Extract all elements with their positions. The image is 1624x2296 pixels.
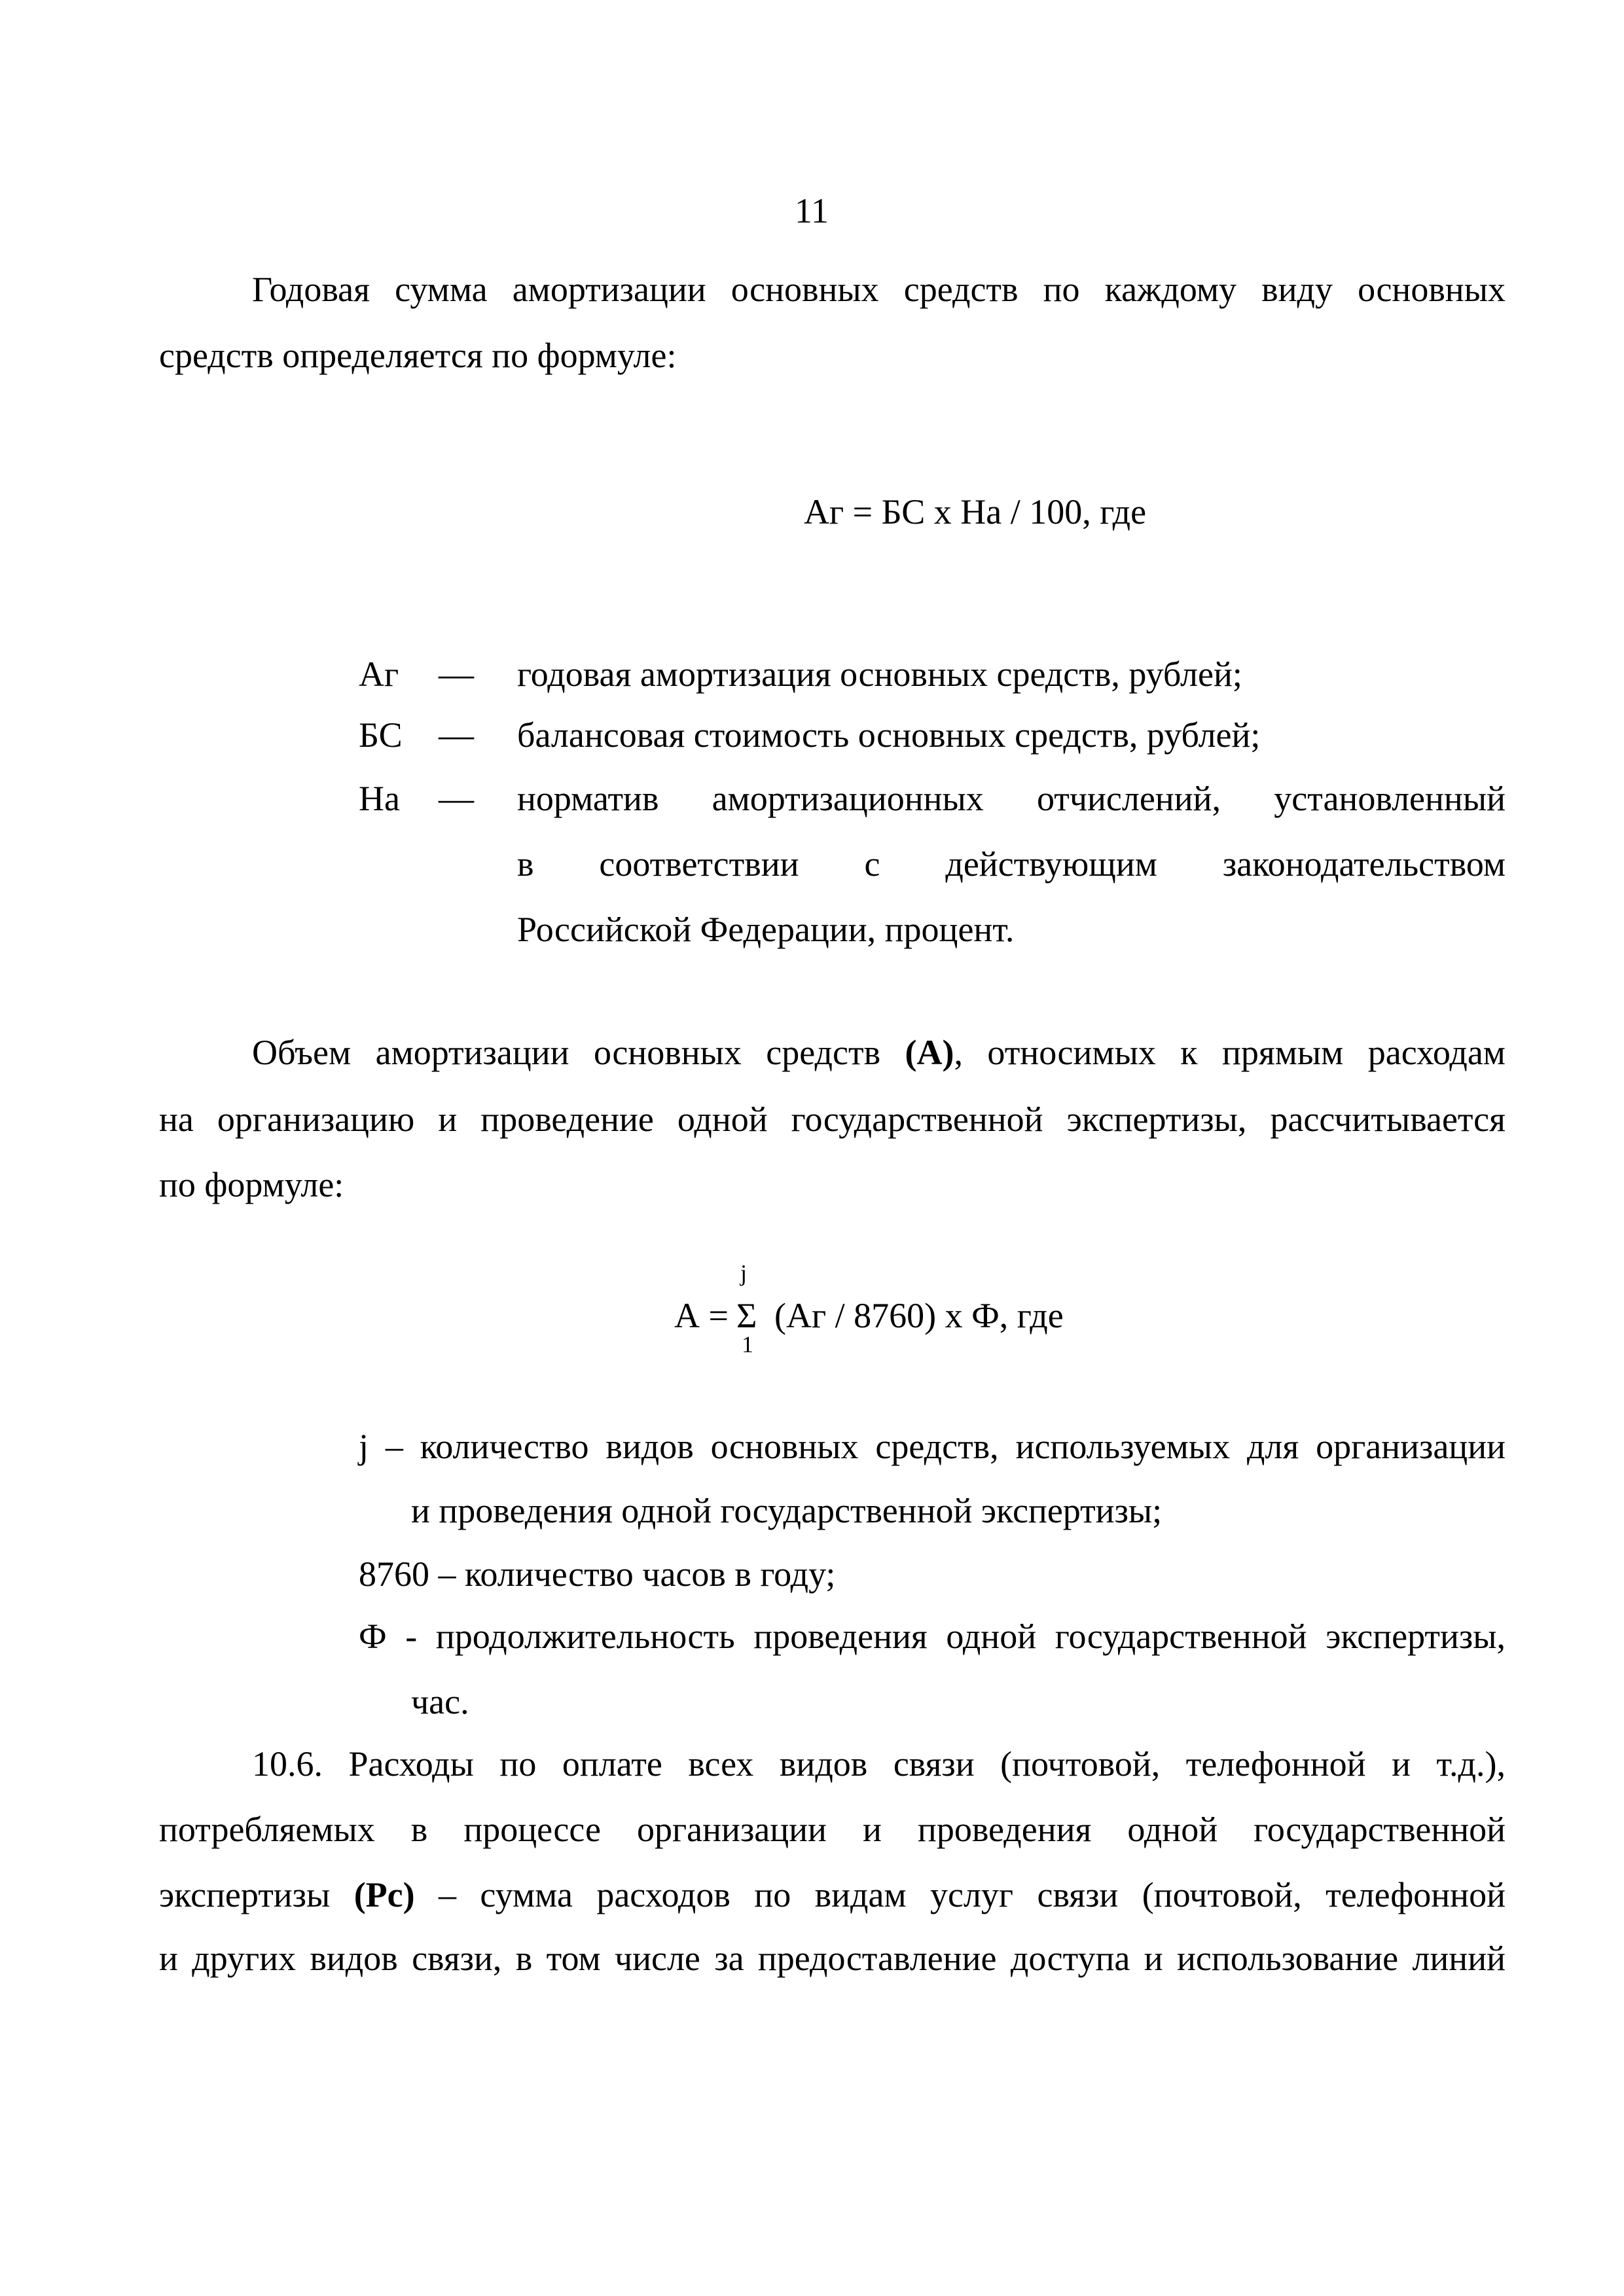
paragraph-1-line-1: Годовая сумма амортизации основных средств по каждому виду основных	[252, 270, 1506, 309]
definition-f-line-2: час.	[411, 1682, 469, 1721]
paragraph-3-line-3-pre: экспертизы	[159, 1875, 354, 1914]
definition-text-na-cont-1: в соответствии с действующим законодательством	[517, 844, 1506, 884]
definition-dash: —	[439, 779, 474, 818]
sum-lower-limit: 1	[742, 1331, 753, 1357]
paragraph-3-symbol-rc: (Рс)	[353, 1875, 415, 1914]
paragraph-3-line-2: потребляемых в процессе организации и проведения одной государственной	[159, 1810, 1506, 1849]
paragraph-3-line-4: и других видов связи, в том числе за предоставление доступа и использование линий	[159, 1939, 1506, 1978]
definition-term-na: На	[359, 779, 400, 818]
sum-sigma-symbol: Σ	[736, 1296, 757, 1335]
definition-dash: —	[439, 715, 474, 755]
formula-depreciation-lhs: А =	[674, 1296, 729, 1335]
definition-text-ag: годовая амортизация основных средств, рублей;	[517, 655, 1242, 694]
page-number: 11	[795, 191, 829, 230]
definition-j-line-2: и проведения одной государственной экспертизы;	[411, 1491, 1163, 1530]
definition-j-line-1: j – количество видов основных средств, используемых для организации	[359, 1427, 1506, 1466]
definition-dash: —	[439, 655, 474, 694]
paragraph-2-line-1	[252, 1033, 1506, 1072]
paragraph-3-line-3	[159, 1875, 1506, 1914]
formula-annual-depreciation: Аг = БС x На / 100, где	[804, 492, 1147, 531]
definition-f-line-1: Ф - продолжительность проведения одной государственной экспертизы,	[359, 1617, 1506, 1656]
formula-depreciation-rhs: (Аг / 8760) x Ф, где	[774, 1296, 1064, 1335]
paragraph-2-line-1-pre: Объем амортизации основных средств	[252, 1033, 905, 1072]
definition-text-na: норматив амортизационных отчислений, установленный	[517, 779, 1506, 818]
definition-term-bs: БС	[359, 715, 403, 755]
definition-text-bs: балансовая стоимость основных средств, рублей;	[517, 715, 1261, 755]
paragraph-3-line-3-post: – сумма расходов по видам услуг связи (почтовой, телефонной	[414, 1875, 1506, 1914]
paragraph-2-line-3: по формуле:	[159, 1165, 344, 1204]
paragraph-1-line-2: средств определяется по формуле:	[159, 336, 677, 375]
paragraph-2-line-2: на организацию и проведение одной государственной экспертизы, рассчитывается	[159, 1100, 1506, 1139]
definition-term-ag: Аг	[359, 655, 399, 694]
definition-hours: 8760 – количество часов в году;	[359, 1554, 836, 1594]
sum-upper-limit: j	[740, 1260, 748, 1286]
paragraph-2-line-1-post: , относимых к прямым расходам	[954, 1033, 1506, 1072]
paragraph-2-symbol-a: (А)	[905, 1033, 954, 1072]
paragraph-3-line-1: 10.6. Расходы по оплате всех видов связи (почтовой, телефонной и т.д.),	[252, 1744, 1506, 1784]
definition-text-na-cont-2: Российской Федерации, процент.	[517, 910, 1015, 949]
